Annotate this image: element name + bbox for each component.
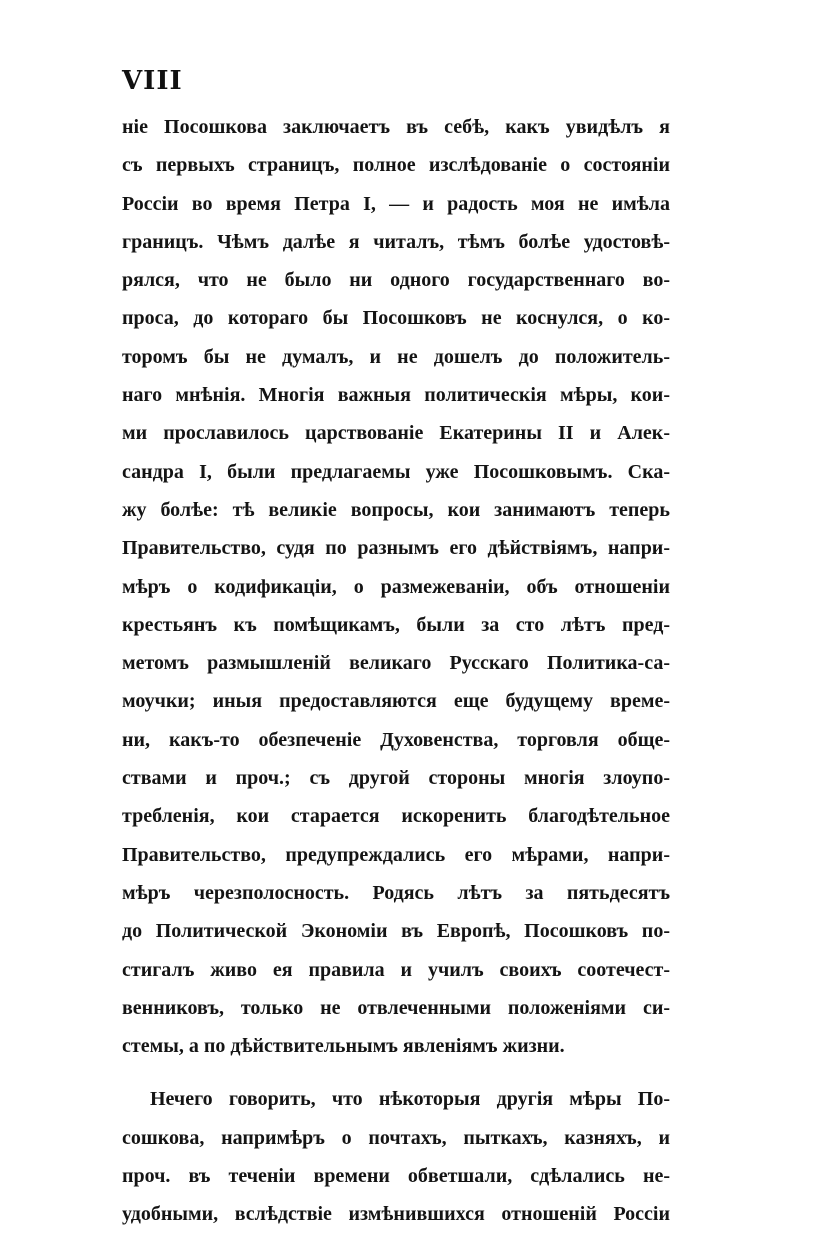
text-line: ствами и проч.; съ другой стороны многія злоупо- [122,767,670,790]
text-line: венниковъ, только не отвлеченными положеніями си- [122,996,670,1019]
text-line: стемы, а по дѣйствительнымъ явленіямъ жизни. [122,1035,565,1058]
text-line: Правительство, судя по разнымъ его дѣйствіямъ, напри- [122,537,670,560]
text-line: границъ. Чѣмъ далѣе я читалъ, тѣмъ болѣе удостовѣ- [122,230,670,253]
text-line: проса, до котораго бы Посошковъ не коснулся, о ко- [122,307,670,330]
text-line: требленія, кои старается искоренить благодѣтельное [122,805,670,828]
text-line: удобными, вслѣдствіе измѣнившихся отношеній Россіи [122,1203,670,1226]
text-line: крестьянъ къ помѣщикамъ, были за сто лѣтъ пред- [122,613,670,636]
text-line: Нечего говорить, что нѣкоторыя другія мѣры По- [150,1088,670,1111]
text-line: метомъ размышленій великаго Русскаго Политика-са- [122,652,670,675]
text-line: ми прославилось царствованіе Екатерины II и Алек- [122,422,670,445]
text-line: проч. въ теченіи времени обветшали, сдѣлались не- [122,1165,670,1188]
text-line: ни, какъ-то обезпеченіе Духовенства, торговля обще- [122,728,670,751]
text-line: сандра I, были предлагаемы уже Посошковымъ. Ска- [122,460,670,483]
body-text [122,108,670,1234]
text-line: до Политической Экономіи въ Европѣ, Посошковъ по- [122,920,670,943]
text-line: стигалъ живо ея правила и училъ своихъ соотечест- [122,958,670,981]
text-line: моучки; иныя предоставляются еще будущему време- [122,690,670,713]
paragraph-gap [122,1065,670,1080]
text-line: Правительство, предупреждались его мѣрами, напри- [122,843,670,866]
text-line: жу болѣе: тѣ великіе вопросы, кои занимаютъ теперь [122,498,670,521]
text-line: наго мнѣнія. Многія важныя политическія мѣры, кои- [122,384,670,407]
text-line: торомъ бы не думалъ, и не дошелъ до положитель- [122,345,670,368]
text-line: мѣръ о кодификаціи, о размежеваніи, объ отношеніи [122,575,670,598]
text-line: рялся, что не было ни одного государственнаго во- [122,269,670,292]
text-line: мѣръ черезполосность. Родясь лѣтъ за пятьдесятъ [122,881,670,904]
text-line: сошкова, напримѣръ о почтахъ, пыткахъ, казняхъ, и [122,1126,670,1149]
page-number: VIII [122,66,183,96]
text-line: Россіи во время Петра I, — и радость моя не имѣла [122,192,670,215]
text-line: съ первыхъ страницъ, полное изслѣдованіе о состояніи [122,154,670,177]
text-line: ніе Посошкова заключаетъ въ себѣ, какъ увидѣлъ я [122,116,670,138]
